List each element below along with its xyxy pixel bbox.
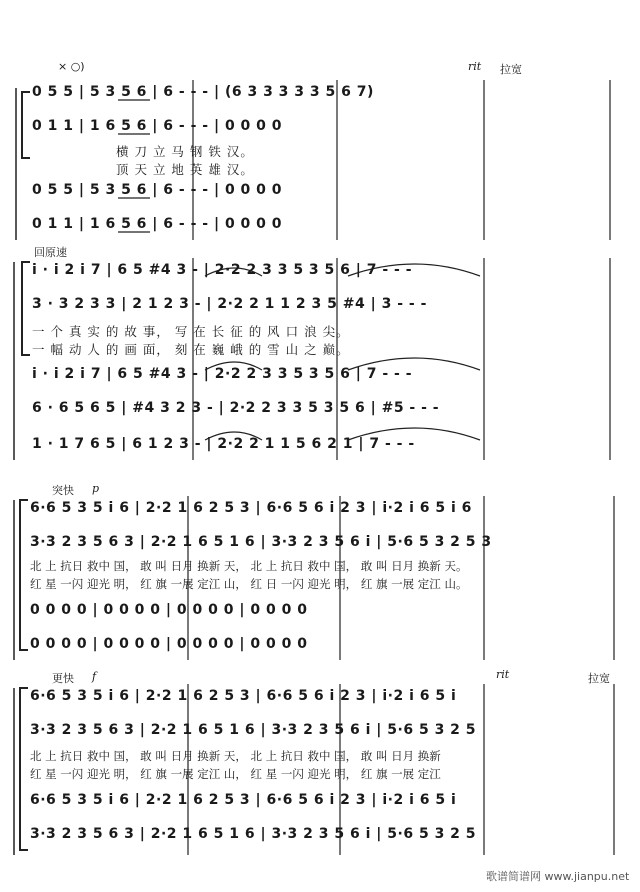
notation-row: 0 0 0 0 | 0 0 0 0 | 0 0 0 0 | 0 0 0 0 [30, 602, 308, 618]
lyric-line: 一 幅 动 人 的 画 面， 刻 在 巍 峨 的 雪 山 之 巅。 [32, 342, 350, 357]
notation-row: 3·3 2 3 5 6 3 | 2·2 1 6 5 1 6 | 3·3 2 3 5 6 i | 5·6 5 3 2 5 3 [30, 534, 492, 550]
notation-row: i · i 2 i 7 | 6 5 #4 3 - | 2·2 2 3 3 5 3 5 6 | 7 - - - [32, 366, 413, 382]
lyric-line: 北 上 抗日 救中 国， 敢 叫 日月 换新 天， 北 上 抗日 救中 国， 敢 叫 日月 换新 [30, 749, 441, 763]
rit-mark: rit [468, 60, 482, 73]
notation-row: 6·6 5 3 5 i 6 | 2·2 1 6 2 5 3 | 6·6 5 6 i 2 3 | i·2 i 6 5 i 6 [30, 500, 472, 516]
notation-row: 3·3 2 3 5 6 3 | 2·2 1 6 5 1 6 | 3·3 2 3 5 6 i | 5·6 5 3 2 5 [30, 826, 477, 842]
watermark: 歌谱简谱网 www.jianpu.net [486, 870, 630, 883]
tempo-mark: 突快 [52, 484, 74, 497]
notation-row: 0 0 0 0 | 0 0 0 0 | 0 0 0 0 | 0 0 0 0 [30, 636, 308, 652]
lyric-line: 北 上 抗日 救中 国， 敢 叫 日月 换新 天， 北 上 抗日 救中 国， 敢 叫 日月 换新 天。 [30, 559, 468, 573]
rit-mark: rit [496, 668, 510, 681]
top-mark: × ○) [58, 60, 85, 73]
broaden-mark: 拉宽 [588, 672, 610, 685]
lyric-line: 顶 天 立 地 英 雄 汉。 [116, 162, 254, 177]
notation-row: 0 5 5 | 5 3 5 6 | 6 - - - | 0 0 0 0 [32, 182, 283, 198]
notation-row: 0 1 1 | 1 6 5 6 | 6 - - - | 0 0 0 0 [32, 118, 283, 134]
notation-row: 0 5 5 | 5 3 5 6 | 6 - - - | (6 3 3 3 3 3 5 6 7) [32, 84, 374, 100]
broaden-mark: 拉宽 [500, 63, 522, 76]
notation-row: 6·6 5 3 5 i 6 | 2·2 1 6 2 5 3 | 6·6 5 6 i 2 3 | i·2 i 6 5 i [30, 792, 457, 808]
notation-row: 3 · 3 2 3 3 | 2 1 2 3 - | 2·2 2 1 1 2 3 5 #4 | 3 - - - [32, 296, 427, 312]
notation-row: 1 · 1 7 6 5 | 6 1 2 3 - | 2·2 2 1 1 5 6 2 1 | 7 - - - [32, 436, 415, 452]
notation-row: 6·6 5 3 5 i 6 | 2·2 1 6 2 5 3 | 6·6 5 6 i 2 3 | i·2 i 6 5 i [30, 688, 457, 704]
tempo-mark: 更快 [52, 672, 74, 685]
tempo-mark: 回原速 [34, 246, 67, 259]
dynamic-mark: f [92, 670, 97, 683]
lyric-line: 横 刀 立 马 钢 铁 汉。 [116, 144, 254, 159]
lyric-line: 红 星 一闪 迎光 明， 红 旗 一展 定江 山， 红 星 一闪 迎光 明， 红 旗 一展 定江 [30, 767, 441, 781]
notation-row: i · i 2 i 7 | 6 5 #4 3 - | 2·2 2 3 3 5 3 5 6 | 7 - - - [32, 262, 413, 278]
lyric-line: 红 星 一闪 迎光 明， 红 旗 一展 定江 山， 红 日 一闪 迎光 明， 红 旗 一展 定江 山。 [30, 577, 468, 591]
dynamic-mark: p [92, 482, 100, 495]
notation-row: 6 · 6 5 6 5 | #4 3 2 3 - | 2·2 2 3 3 5 3 5 6 | #5 - - - [32, 400, 440, 416]
notation-row: 0 1 1 | 1 6 5 6 | 6 - - - | 0 0 0 0 [32, 216, 283, 232]
lyric-line: 一 个 真 实 的 故 事， 写 在 长 征 的 风 口 浪 尖。 [32, 324, 350, 339]
notation-row: 3·3 2 3 5 6 3 | 2·2 1 6 5 1 6 | 3·3 2 3 5 6 i | 5·6 5 3 2 5 [30, 722, 477, 738]
